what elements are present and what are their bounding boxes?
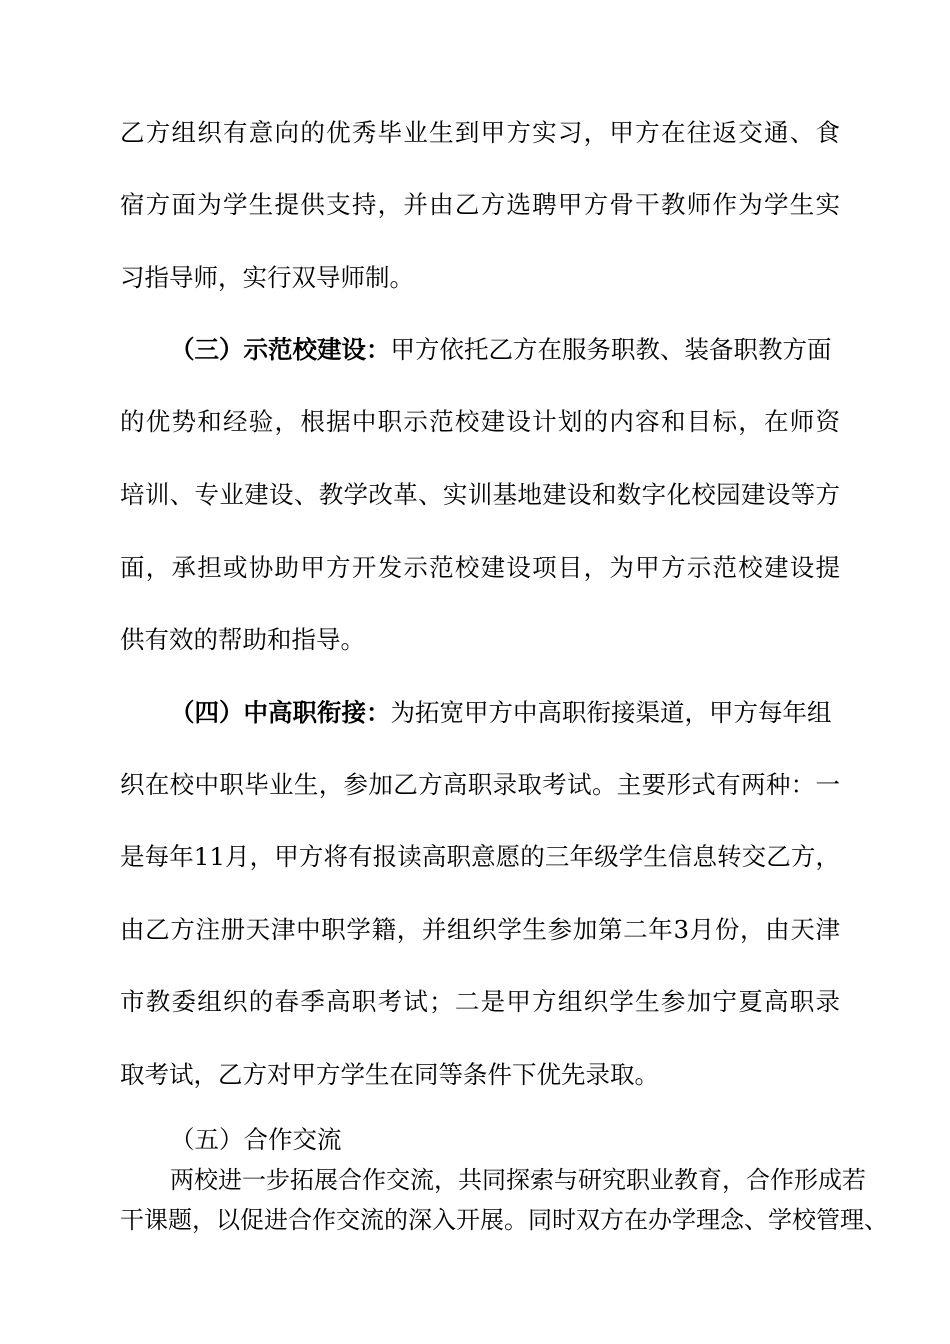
paragraph-text: 为拓宽甲方中高职衔接渠道，甲方每年组 — [390, 698, 832, 727]
paragraph-line: 乙方组织有意向的优秀毕业生到甲方实习，甲方在往返交通、食 — [120, 118, 840, 147]
paragraph-line: 织在校中职毕业生，参加乙方高职录取考试。主要形式有两种：一 — [120, 770, 840, 799]
section-heading: （四）中高职衔接： — [170, 698, 391, 727]
paragraph-line: 干课题，以促进合作交流的深入开展。同时双方在办学理念、学校管理、 — [120, 1206, 888, 1234]
section-heading: （三）示范校建设： — [170, 335, 391, 364]
paragraph-line: 培训、专业建设、教学改革、实训基地建设和数字化校园建设等方 — [120, 480, 840, 509]
paragraph-line: 是每年11月，甲方将有报读高职意愿的三年级学生信息转交乙方， — [120, 842, 840, 871]
paragraph-text: 甲方依托乙方在服务职教、装备职教方面 — [390, 335, 832, 364]
paragraph-line: 市教委组织的春季高职考试；二是甲方组织学生参加宁夏高职录 — [120, 987, 840, 1016]
paragraph-line: 的优势和经验，根据中职示范校建设计划的内容和目标，在师资 — [120, 407, 840, 436]
paragraph-line: 供有效的帮助和指导。 — [120, 625, 365, 654]
section-heading: （五）合作交流 — [170, 1125, 342, 1154]
paragraph-line: 宿方面为学生提供支持，并由乙方选聘甲方骨干教师作为学生实 — [120, 190, 840, 219]
paragraph-line: 取考试，乙方对甲方学生在同等条件下优先录取。 — [120, 1060, 659, 1089]
paragraph-line: 两校进一步拓展合作交流，共同探索与研究职业教育，合作形成若 — [170, 1166, 866, 1194]
paragraph-line: 习指导师，实行双导师制。 — [120, 263, 414, 292]
paragraph-line: 由乙方注册天津中职学籍，并组织学生参加第二年3月份，由天津 — [120, 915, 840, 944]
paragraph-line: 面，承担或协助甲方开发示范校建设项目，为甲方示范校建设提 — [120, 553, 840, 582]
section-heading-line — [170, 697, 830, 729]
section-heading-line — [170, 334, 830, 366]
